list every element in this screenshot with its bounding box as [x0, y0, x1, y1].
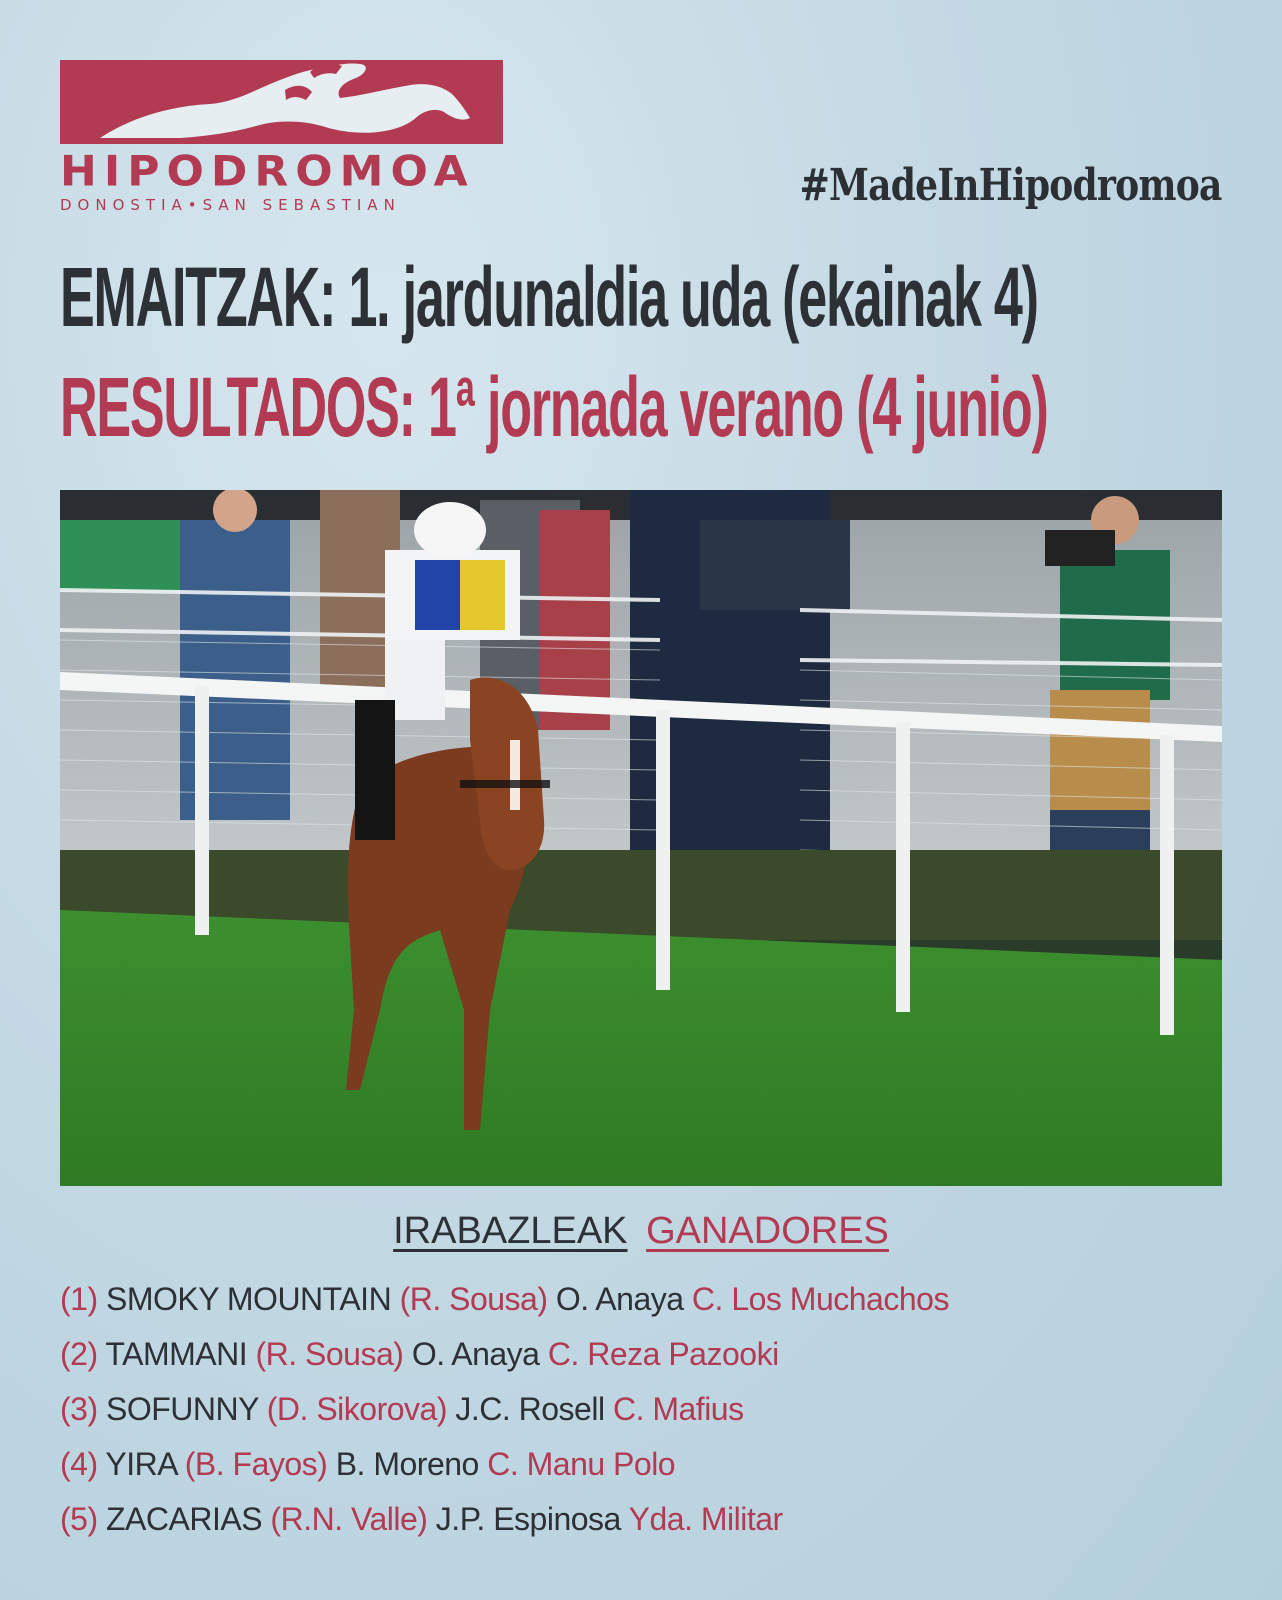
list-item — [60, 1492, 1222, 1547]
hipodromoa-logo — [60, 60, 503, 214]
horse-name: YIRA — [105, 1446, 177, 1482]
logo-horse-band — [60, 60, 503, 144]
race-photo — [60, 490, 1222, 1186]
jockey: (R. Sousa) — [399, 1281, 548, 1317]
list-item — [60, 1272, 1222, 1327]
list-item — [60, 1437, 1222, 1492]
position: (3) — [60, 1391, 98, 1427]
page-title-basque: EMAITZAK: 1. jardunaldia uda (ekainak 4) — [60, 250, 1038, 344]
owner: C. Mafius — [612, 1391, 744, 1427]
position: (2) — [60, 1336, 98, 1372]
jockey: (B. Fayos) — [184, 1446, 328, 1482]
trainer: B. Moreno — [335, 1446, 479, 1482]
jockey: (D. Sikorova) — [266, 1391, 447, 1427]
owner: C. Manu Polo — [487, 1446, 676, 1482]
jockey: (R.N. Valle) — [270, 1501, 428, 1537]
position: (1) — [60, 1281, 98, 1317]
logo-name: HIPODROMOA — [60, 147, 475, 196]
winners-heading-basque: IRABAZLEAK — [393, 1210, 628, 1252]
winners-heading — [0, 1210, 1282, 1253]
jockey: (R. Sousa) — [255, 1336, 404, 1372]
trainer: O. Anaya — [411, 1336, 540, 1372]
owner: C. Los Muchachos — [691, 1281, 949, 1317]
horse-jockey-icon — [60, 60, 503, 144]
trainer: O. Anaya — [555, 1281, 684, 1317]
list-item — [60, 1382, 1222, 1437]
horse-name: TAMMANI — [105, 1336, 248, 1372]
logo-subtitle: DONOSTIA•SAN SEBASTIAN — [60, 196, 401, 214]
owner: C. Reza Pazooki — [547, 1336, 779, 1372]
list-item — [60, 1327, 1222, 1382]
position: (5) — [60, 1501, 98, 1537]
horse-name: SOFUNNY — [106, 1391, 259, 1427]
horse-name: ZACARIAS — [106, 1501, 263, 1537]
page-title-spanish: RESULTADOS: 1ª jornada verano (4 junio) — [60, 360, 1048, 454]
horse-name: SMOKY MOUNTAIN — [106, 1281, 392, 1317]
trainer: J.C. Rosell — [455, 1391, 605, 1427]
position: (4) — [60, 1446, 98, 1482]
trainer: J.P. Espinosa — [435, 1501, 621, 1537]
hashtag: #MadeInHipodromoa — [800, 160, 1222, 211]
owner: Yda. Militar — [628, 1501, 783, 1537]
winners-heading-spanish: GANADORES — [646, 1210, 889, 1252]
winners-list — [60, 1272, 1222, 1547]
